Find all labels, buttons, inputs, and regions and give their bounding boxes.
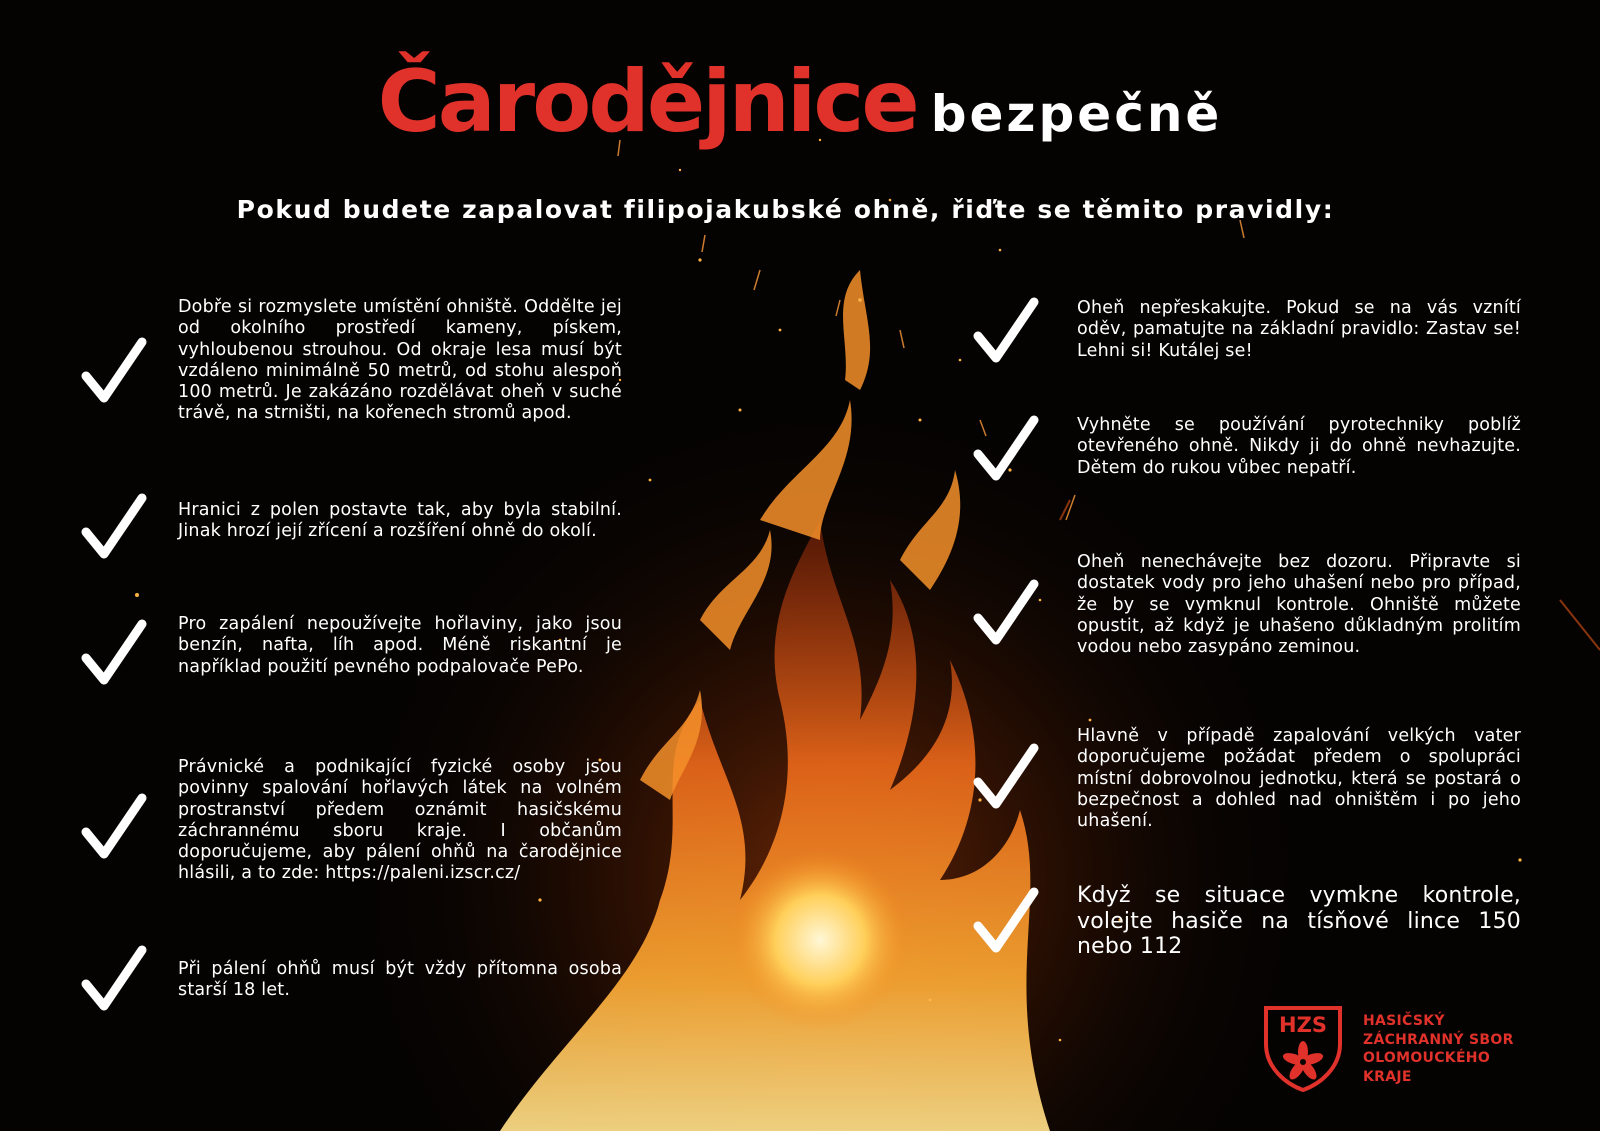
rule-text: Oheň nepřeskakujte. Pokud se na vás vznítí oděv, pamatujte na základní pravidlo: Zastav se! Lehni si! Kutálej se! [1077, 298, 1521, 361]
org-line: HASIČSKÝ [1363, 1013, 1445, 1029]
checkmark-icon [972, 296, 1040, 366]
checkmark-icon [80, 792, 148, 862]
logo-text: HZS [1279, 1013, 1327, 1037]
title-sub: bezpečně [930, 85, 1223, 143]
title-main: Čarodějnice [377, 52, 917, 152]
rule-text: Když se situace vymkne kontrole, volejte hasiče na tísňové lince 150 nebo 112 [1077, 883, 1521, 959]
rule-text: Hlavně v případě zapalování velkých vater doporučujeme požádat předem o spolupráci místní dobrovolnou jednotku, která se postará o bezpečnost a dohled nad ohništěm i po jeho uhašení. [1077, 726, 1521, 832]
rule-text: Oheň nenechávejte bez dozoru. Připravte si dostatek vody pro jeho uhašení nebo pro případ, že by se vymknul kontrole. Ohniště můžete opustit, až když je uhašeno důkladným prolitím vodou nebo zasypáno zeminou. [1077, 552, 1521, 658]
rule-text: Pro zapálení nepoužívejte hořlaviny, jako jsou benzín, nafta, líh apod. Méně riskantní je například použití pevného podpalovače PePo. [178, 614, 622, 677]
rule-text: Vyhněte se používání pyrotechniky poblíž otevřeného ohně. Nikdy ji do ohně nevhazujte. Dětem do rukou vůbec nepatří. [1077, 415, 1521, 478]
hzs-emblem-icon [1258, 1004, 1348, 1092]
rule-text: Při pálení ohňů musí být vždy přítomna osoba starší 18 let. [178, 959, 622, 1001]
checkmark-icon [972, 886, 1040, 956]
poster-subtitle: Pokud budete zapalovat filipojakubské ohně, řiďte se těmito pravidly: [236, 195, 1335, 224]
checkmark-icon [80, 944, 148, 1014]
checkmark-icon [972, 742, 1040, 812]
rule-text: Právnické a podnikající fyzické osoby jsou povinny spalování hořlavých látek na volném prostranství předem oznámit hasičskému záchrannému sboru kraje. I občanům doporučujeme, aby pálení ohňů na čarodějnice hlásili, a to zde: https://paleni.izscr.cz/ [178, 757, 622, 884]
checkmark-icon [972, 578, 1040, 648]
checkmark-icon [80, 618, 148, 688]
checkmark-icon [80, 492, 148, 562]
poster-title [0, 52, 1600, 152]
rule-text: Hranici z polen postavte tak, aby byla stabilní. Jinak hrozí její zřícení a rozšíření ohně do okolí. [178, 500, 622, 542]
checkmark-icon [80, 336, 148, 406]
org-line: OLOMOUCKÉHO [1363, 1050, 1491, 1066]
org-line: KRAJE [1363, 1068, 1412, 1085]
organization-name [1363, 1012, 1563, 1086]
org-line: ZÁCHRANNÝ SBOR [1363, 1031, 1514, 1048]
rule-text: Dobře si rozmyslete umístění ohniště. Oddělte jej od okolního prostředí kameny, pískem, vyhloubenou strouhou. Od okraje lesa musí být vzdáleno minimálně 50 metrů, od stohu alespoň 100 metrů. Je zakázáno rozdělávat oheň v suché trávě, na strništi, na kořenech stromů apod. [178, 297, 622, 424]
checkmark-icon [972, 414, 1040, 484]
